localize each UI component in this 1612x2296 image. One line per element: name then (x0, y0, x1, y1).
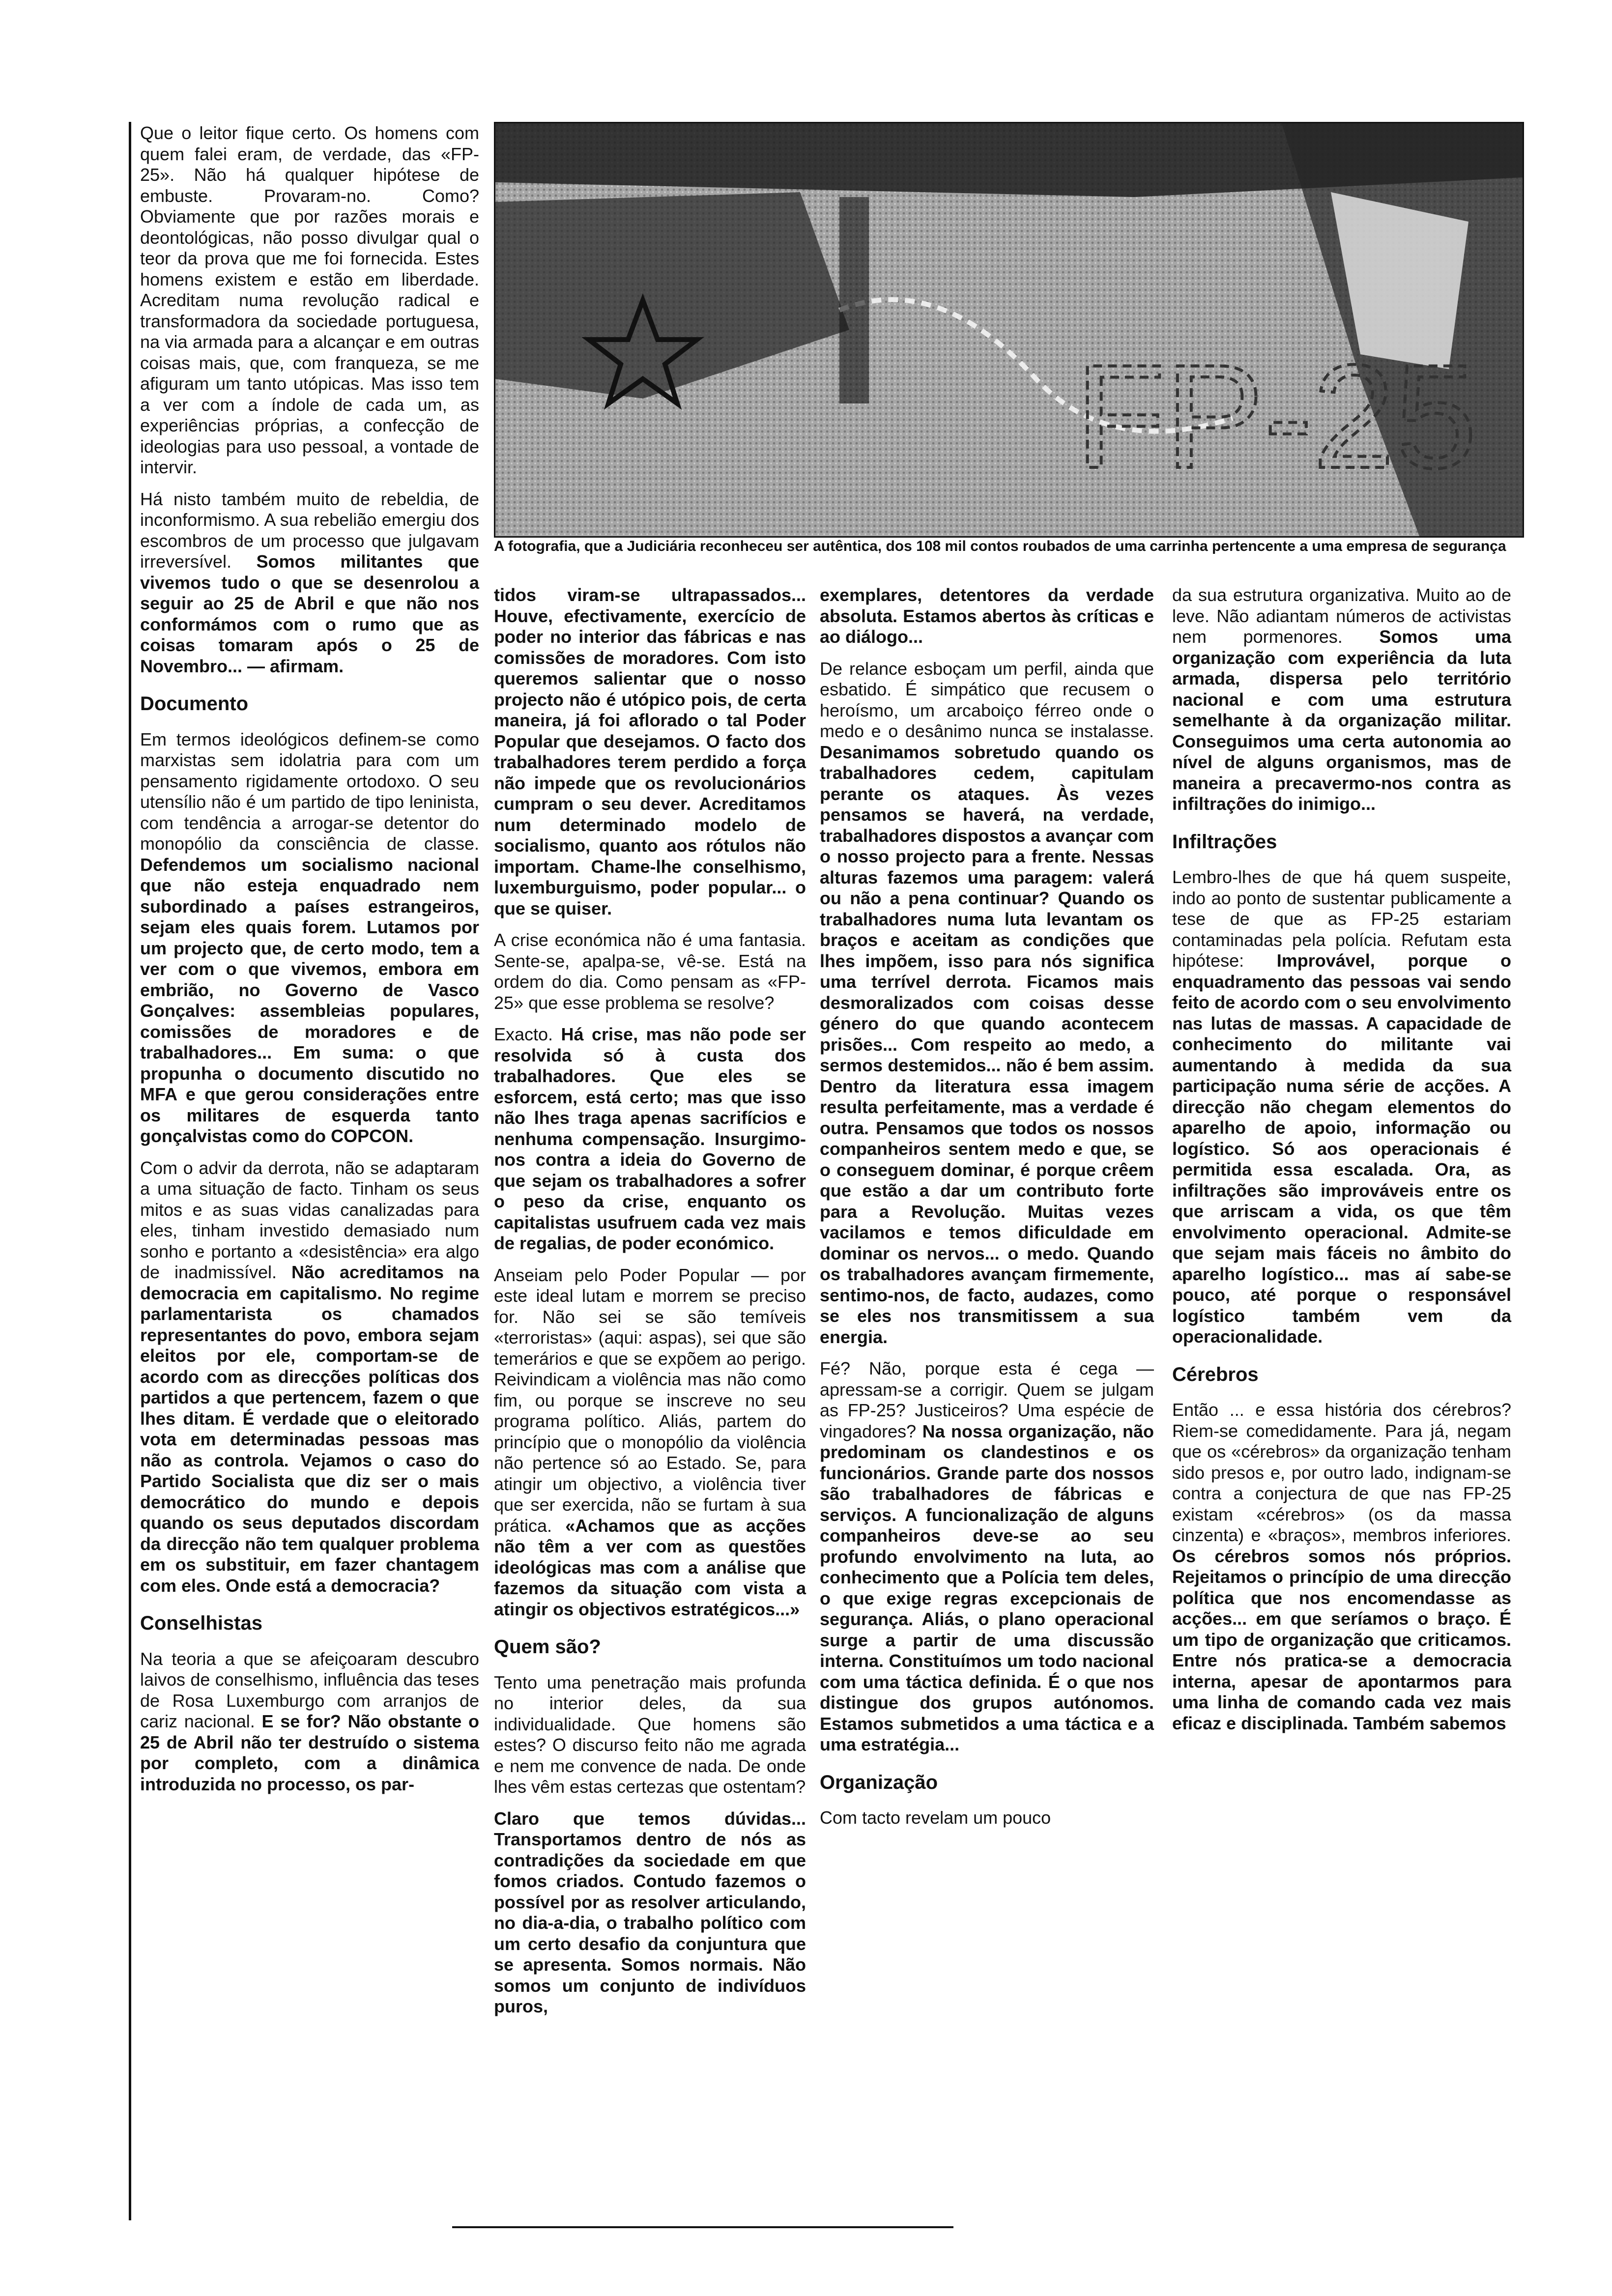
col2-p3-quote: Há crise, mas não pode ser resolvida só à custa dos trabalhadores. Que eles se esforcem, está certo; mas que isso não lhes traga apenas sacrifícios e nenhuma compensação. Insurgimo-nos contra a ideia do Governo de que sejam os trabalhadores a sofrer o peso da crise, enquanto os capitalistas usufruem cada vez mais de regalias, de poder económico. (494, 1024, 806, 1253)
col1-p2-text: Há nisto também muito de rebeldia, de inconformismo. A sua rebelião emergiu dos escombros de um processo que julgavam irreversível. (140, 488, 479, 572)
heading-cerebros: Cérebros (1172, 1363, 1259, 1385)
col4-p1-quote: Somos uma organização com experiência da luta armada, dispersa pelo território nacional e com uma estrutura semelhante à da organização militar. Conseguimos uma certa autonomia ao nível de alguns organismos, mas de maneira a precavermo-nos contra as infiltrações do inimigo... (1172, 627, 1511, 814)
photo-fp25-overlay: FP-25 (1075, 334, 1477, 499)
col4-paragraph-2 (1172, 867, 1511, 1348)
col2-paragraph-1: tidos viram-se ultrapassados... Houve, efectivamente, exercício de poder no interior das fábricas e nas comissões de moradores. Com isto queremos salientar que o nosso projecto não é utópico pois, de certa maneira, já foi aflorado o tal Poder Popular que desejamos. O facto dos trabalhadores terem perdido a força não impede que os revolucionários cumpram o seu dever. Acreditamos num determinado modelo de socialismo, quanto aos rótulos não importam. Chame-lhe conselhismo, luxemburguismo, poder popular... o que se quiser. (494, 585, 806, 918)
col2-paragraph-3 (494, 1024, 806, 1254)
col2-paragraph-5: Tento uma penetração mais profunda no interior deles, da sua individualidade. Que homens são estes? O discurso feito não me agrada e nem me convence de nada. De onde lhes vêm estas certezas que ostentam? (494, 1672, 806, 1797)
col1-paragraph-2 (140, 489, 479, 677)
column-3 (820, 585, 1154, 1839)
col4-p3-text: Então ... e essa história dos cérebros? Riem-se comedidamente. Para já, negam que os «cérebros» da organização tenham sido presos e, por outro lado, indignam-se contra a conjectura de que nas FP-25 existam «cérebros» (os da massa cinzenta) e «braços», membros inferiores. (1172, 1400, 1511, 1545)
col1-p4-quote: Não acreditamos na democracia em capitalismo. No regime parlamentarista os chamados representantes do povo, embora sejam eleitos por ele, comportam-se de acordo com as direcções políticas dos partidos a que pertencem, fazem o que lhes ditam. É verdade que o eleitorado vota em determinadas pessoas mas não as controla. Vejamos o caso do Partido Socialista que diz ser o mais democrático do mundo e depois quando os seus deputados discordam da direcção não tem qualquer problema em os substituir, em fazer chantagem com eles. Onde está a democracia? (140, 1262, 479, 1596)
column-2 (494, 585, 806, 2028)
heading-conselhistas: Conselhistas (140, 1612, 262, 1634)
column-4 (1172, 585, 1511, 1745)
col3-p2-text: De relance esboçam um perfil, ainda que esbatido. É simpático que recusem o heroísmo, um arcaboiço férreo onde o medo e o desânimo nunca se instalasse. (820, 658, 1154, 741)
heading-documento: Documento (140, 693, 248, 715)
col1-paragraph-4 (140, 1158, 479, 1597)
col1-p2-quote: Somos militantes que vivemos tudo o que se desenrolou a seguir ao 25 de Abril e que não nos conformámos com o rumo que as coisas tomaram após o 25 de Novembro... — afirmam. (140, 551, 479, 676)
col3-paragraph-3 (820, 1358, 1154, 1755)
col4-p2-quote: Improvável, porque o enquadramento das pessoas vai sendo feito de acordo com o seu envolvimento nas lutas de massas. A capacidade de conhecimento do militante vai aumentando à medida da sua participação numa série de acções. A direcção não chegam elementos do aparelho de apoio, informação ou logístico. Só aos operacionais é permitida essa escalada. Ora, as infiltrações são improváveis entre os que arriscam a vida, os que têm envolvimento operacional. Admite-se que sejam mais fáceis no âmbito do aparelho logístico... mas aí sabe-se pouco, até porque o responsável logístico também vem da operacionalidade. (1172, 950, 1511, 1347)
col1-paragraph-3 (140, 729, 479, 1147)
col4-paragraph-3 (1172, 1400, 1511, 1734)
col3-paragraph-4: Com tacto revelam um pouco (820, 1808, 1051, 1828)
heading-quem-sao: Quem são? (494, 1636, 601, 1658)
col3-p3-text: Fé? Não, porque esta é cega — apressam-se a corrigir. Quem se julgam as FP-25? Justiceiros? Uma espécie de vingadores? (820, 1358, 1154, 1441)
col4-p1-text: da sua estrutura organizativa. Muito ao de leve. Não adiantam números de activistas nem pormenores. (1172, 585, 1511, 647)
col4-p3-quote: Os cérebros somos nós próprios. Rejeitamos o princípio de uma direcção política que nos encomendasse as acções... em que seríamos o braço. É um tipo de organização que criticamos. Entre nós pratica-se a democracia interna, apesar de apontarmos para uma linha de comando cada vez mais eficaz e disciplinada. Também sabemos (1172, 1546, 1511, 1733)
col2-paragraph-2: A crise económica não é uma fantasia. Sente-se, apalpa-se, vê-se. Está na ordem do dia. Como pensam as «FP-25» que esse problema se resolve? (494, 930, 806, 1013)
article-photo (494, 122, 1524, 538)
col2-paragraph-4 (494, 1265, 806, 1620)
col4-paragraph-1 (1172, 585, 1511, 815)
col2-p3-text: Exacto. (494, 1024, 553, 1044)
col2-p4-text: Anseiam pelo Poder Popular — por este ideal lutam e morrem se preciso for. Não sei se são temíveis «terroristas» (aqui: aspas), sei que são temerários e que se expõem ao perigo. Reivindicam a violência mas não como fim, ou porque se inscreve no seu programa político. Aliás, partem do princípio que o monopólio da violência não pertence só ao Estado. Se, para atingir um objectivo, a violência tiver que ser exercida, não se furtam à sua prática. (494, 1264, 806, 1536)
col3-p2-quote: Desanimamos sobretudo quando os trabalhadores cedem, capitulam perante os ataques. Às vezes pensamos se haverá, na verdade, trabalhadores dispostos a avançar com o nosso projecto para a frente. Nessas alturas fazemos uma paragem: valerá ou não a pena continuar? Quando os trabalhadores numa luta levantam os braços e aceitam as condições que lhes impõem, isso para nós significa uma terrível derrota. Ficamos mais desmoralizados com coisas desse género do que quando acontecem prisões... Com respeito ao medo, a sermos destemidos... não é bem assim. Dentro da literatura essa imagem resulta perfeitamente, mas a verdade é outra. Pensamos que todos os nossos companheiros sentem medo e que, se o conseguem dominar, é porque crêem que estão a dar um contributo forte para a Revolução. Muitas vezes vacilamos e temos dificuldade em dominar os nervos... o medo. Quando os trabalhadores avançam firmemente, sentimo-nos, de facto, audazes, como se eles nos transmitissem a sua energia. (820, 742, 1154, 1347)
heading-organizacao: Organização (820, 1771, 938, 1793)
photo-caption: A fotografia, que a Judiciária reconheceu ser autêntica, dos 108 mil contos roubados de uma carrinha pertencente a uma empresa de segurança (494, 538, 1506, 554)
col1-p3-quote: Defendemos um socialismo nacional que não esteja enquadrado nem subordinado a países estrangeiros, sejam eles quais forem. Lutamos por um projecto que, de certo modo, tem a ver com o que vivemos, embora em embrião, no Governo de Vasco Gonçalves: assembleias populares, comissões de moradores e de trabalhadores... Em suma: o que propunha o documento discutido no MFA e que gerou considerações entre os militares de esquerda tanto gonçalvistas como do COPCON. (140, 854, 479, 1146)
photo-image (495, 123, 1523, 536)
col3-paragraph-1: exemplares, detentores da verdade absoluta. Estamos abertos às críticas e ao diálogo... (820, 585, 1154, 647)
col1-paragraph-5 (140, 1649, 479, 1795)
col3-paragraph-2 (820, 659, 1154, 1348)
col4-p2-text: Lembro-lhes de que há quem suspeite, indo ao ponto de sustentar publicamente a tese de que as FP-25 estariam contaminadas pela polícia. Refutam esta hipótese: (1172, 867, 1511, 971)
col2-paragraph-6: Claro que temos dúvidas... Transportamos dentro de nós as contradições da sociedade em que fomos criados. Contudo fazemos o possível por as resolver articulando, no dia-a-dia, o trabalho político com um certo desafio da conjuntura que se apresenta. Somos normais. Não somos um conjunto de indivíduos puros, (494, 1808, 806, 2016)
left-margin-rule (129, 122, 131, 2220)
col3-p3-quote: Na nossa organização, não predominam os clandestinos e os funcionários. Grande parte dos nossos são trabalhadores de fábricas e serviços. A funcionalização de alguns companheiros deve-se ao seu profundo envolvimento na luta, ao conhecimento que a Polícia tem deles, o que exige regras excepcionais de segurança. Aliás, o plano operacional surge a partir de uma discussão interna. Constituímos um todo nacional com uma táctica definida. É o que nos distingue dos grupos autónomos. Estamos submetidos a uma táctica e a uma estratégia... (820, 1421, 1154, 1754)
col1-paragraph-1: Que o leitor fique certo. Os homens com quem falei eram, de verdade, das «FP-25». Não há qualquer hipótese de embuste. Provaram-no. Como? Obviamente que por razões morais e deontológicas, não posso divulgar qual o teor da prova que me foi fornecida. Estes homens existem e estão em liberdade. Acreditam numa revolução radical e transformadora da sociedade portuguesa, na via armada para a alcançar e em outras coisas mais, que, com franqueza, se me afiguram um tanto utópicas. Mas isso tem a ver com a índole de cada um, as experiências próprias, a confecção de ideologias para uso pessoal, a vontade de intervir. (140, 123, 479, 477)
col1-p5-text: Na teoria a que se afeiçoaram descubro laivos de conselhismo, influência das teses de Rosa Luxemburgo com arranjos de cariz nacional. (140, 1648, 479, 1731)
bottom-rule (452, 2226, 953, 2228)
column-1 (140, 123, 479, 1806)
col1-p3-text: Em termos ideológicos definem-se como marxistas sem idolatria para com um pensamento rigidamente ortodoxo. O seu utensílio não é um partido de tipo leninista, com tendência a arrogar-se detentor do monopólio da consciência de classe. (140, 729, 479, 854)
col1-p4-text: Com o advir da derrota, não se adaptaram a uma situação de facto. Tinham os seus mitos e as suas vidas canalizadas para eles, tinham investido demasiado num sonho e portanto a «desistência» era algo de inadmissível. (140, 1157, 479, 1282)
col1-p5-quote: E se for? Não obstante o 25 de Abril não ter destruído o sistema por completo, com a dinâmica introduzida no processo, os par- (140, 1711, 479, 1794)
col2-p4-quote: «Achamos que as acções não têm a ver com as questões ideológicas mas com a análise que fazemos da situação com vista a atingir os objectivos estratégicos...» (494, 1515, 806, 1619)
heading-infiltracoes: Infiltrações (1172, 831, 1277, 853)
